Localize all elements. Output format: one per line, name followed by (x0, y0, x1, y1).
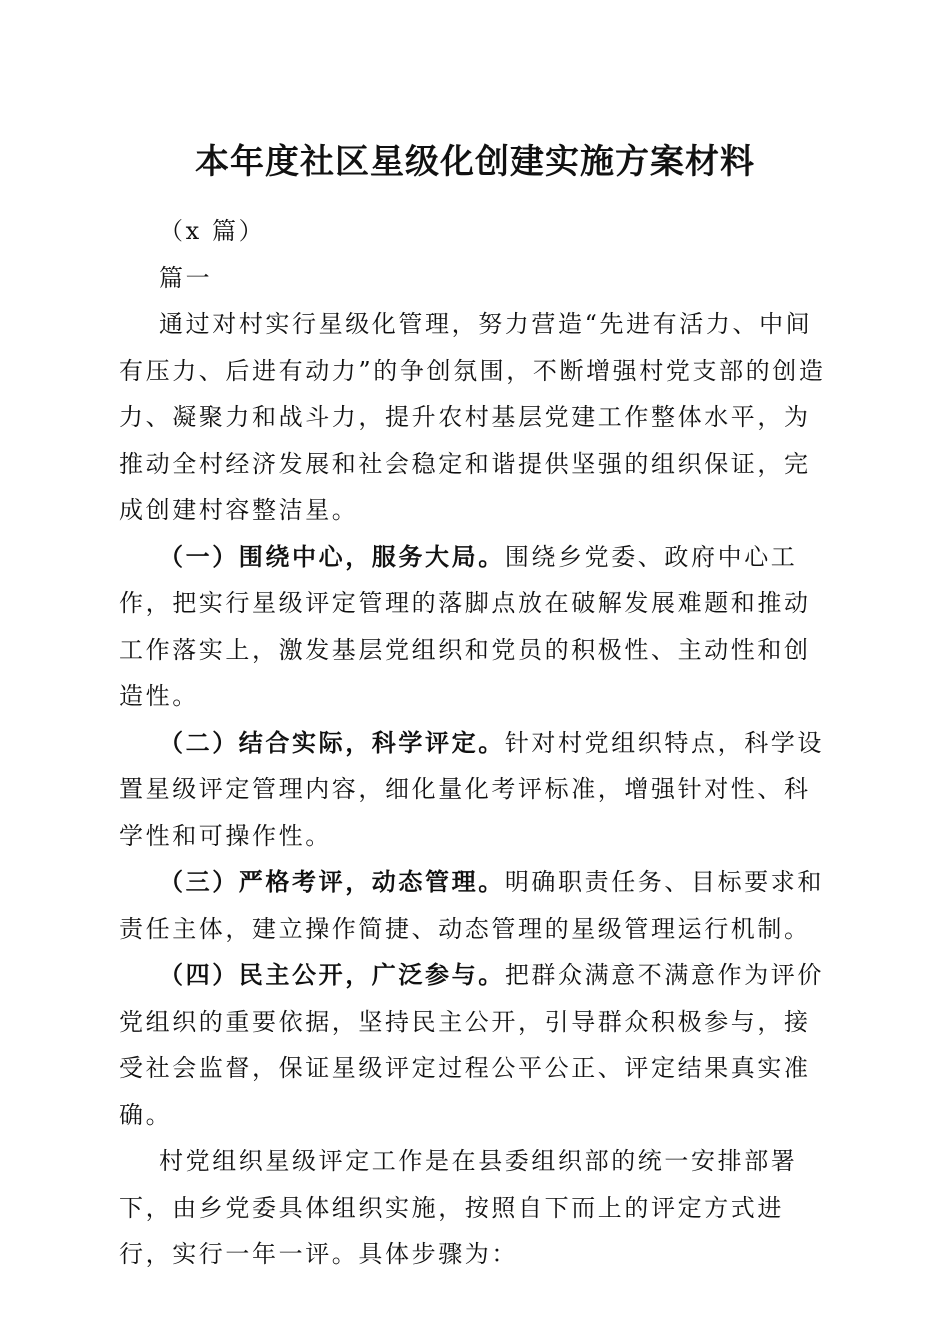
principle-paragraph (119, 952, 831, 1138)
principle-heading: （一）围绕中心，服务大局。 (159, 541, 505, 571)
intro-paragraph: 通过对村实行星级化管理，努力营造“先进有活力、中间有压力、后进有动力”的争创氛围，不断增强村党支部的创造力、凝聚力和战斗力，提升农村基层党建工作整体水平，为推动全村经济发展和社会稳定和谐提供坚强的组织保证，完成创建村容整洁星。 (119, 310, 826, 524)
principle-paragraph (119, 720, 831, 860)
principle-heading: （二）结合实际，科学评定。 (159, 727, 505, 757)
principle-heading: （三）严格考评，动态管理。 (159, 867, 505, 896)
principle-text: 针对村党组织特点，科学设置星级评定管理内容，细化量化考评标准，增强针对性、科学性和可操作性。 (119, 728, 825, 850)
principle-paragraph (119, 859, 831, 952)
document-title: 本年度社区星级化创建实施方案材料 (195, 142, 755, 182)
principle-text: 把群众满意不满意作为评价党组织的重要依据，坚持民主公开，引导群众积极参与，接受社会监督，保证星级评定过程公平公正、评定结果真实准确。 (119, 961, 825, 1129)
section-label: 篇一 (159, 263, 213, 292)
article-count-note: （x 篇） (159, 217, 266, 245)
principle-text: 围绕乡党委、政府中心工作，把实行星级评定管理的落脚点放在破解发展难题和推动工作落实上，激发基层党组织和党员的积极性、主动性和创造性。 (119, 542, 811, 710)
document-body (119, 208, 831, 1278)
principle-text: 明确职责任务、目标要求和责任主体，建立操作简捷、动态管理的星级管理运行机制。 (119, 868, 825, 943)
closing-paragraph: 村党组织星级评定工作是在县委组织部的统一安排部署下，由乡党委具体组织实施，按照自下而上的评定方式进行，实行一年一评。具体步骤为： (119, 1147, 798, 1268)
principle-paragraph (119, 534, 831, 720)
principle-heading: （四）民主公开，广泛参与。 (159, 960, 505, 989)
